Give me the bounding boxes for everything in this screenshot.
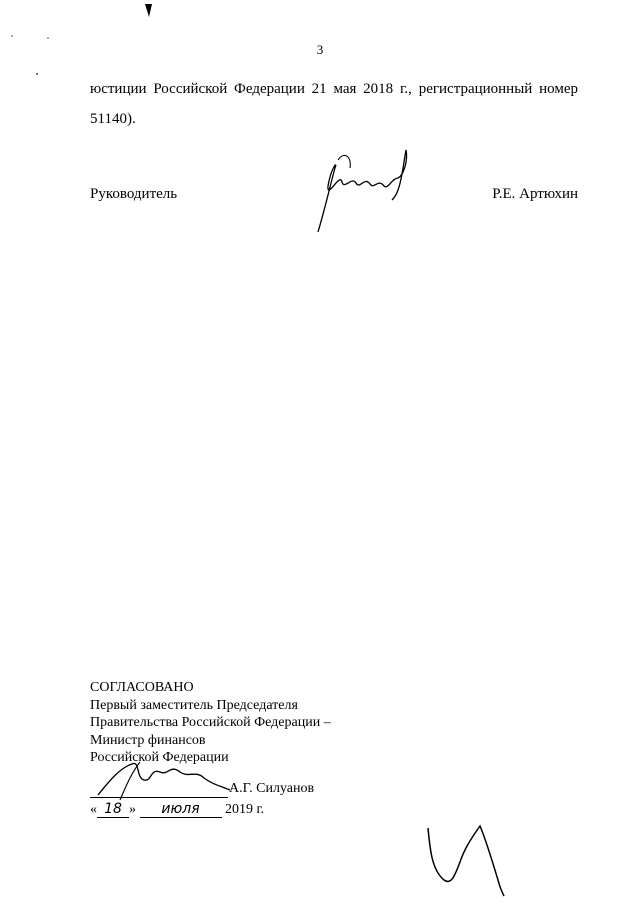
- approval-line: Первый заместитель Председателя: [90, 697, 298, 713]
- signature-role: Руководитель: [90, 186, 178, 202]
- body-paragraph: юстиции Российской Федерации 21 мая 2018 г., регистрационный номер 51140).: [90, 81, 578, 127]
- approval-line: Российской Федерации: [90, 750, 229, 765]
- date-month: июля: [140, 801, 222, 818]
- signature-siluanov: [98, 763, 230, 795]
- signature-artyukhin: [318, 150, 407, 232]
- approval-date: [90, 801, 264, 818]
- approval-line: Правительства Российской Федерации –: [90, 715, 331, 730]
- date-open-quote: «: [90, 802, 97, 817]
- top-arrow-mark: [145, 4, 152, 17]
- approval-heading: СОГЛАСОВАНО: [90, 680, 194, 695]
- date-close-quote: »: [129, 802, 136, 817]
- signature-line: [90, 797, 228, 798]
- date-year: 2019 г.: [225, 802, 265, 817]
- page-number: 3: [316, 42, 324, 57]
- signature-name: Р.Е. Артюхин: [492, 186, 578, 202]
- approval-line: Министр финансов: [90, 732, 206, 748]
- date-day: 18: [97, 801, 129, 818]
- approver-name: А.Г. Силуанов: [229, 781, 315, 796]
- approval-block: [90, 679, 331, 767]
- corner-scribble: [428, 826, 504, 896]
